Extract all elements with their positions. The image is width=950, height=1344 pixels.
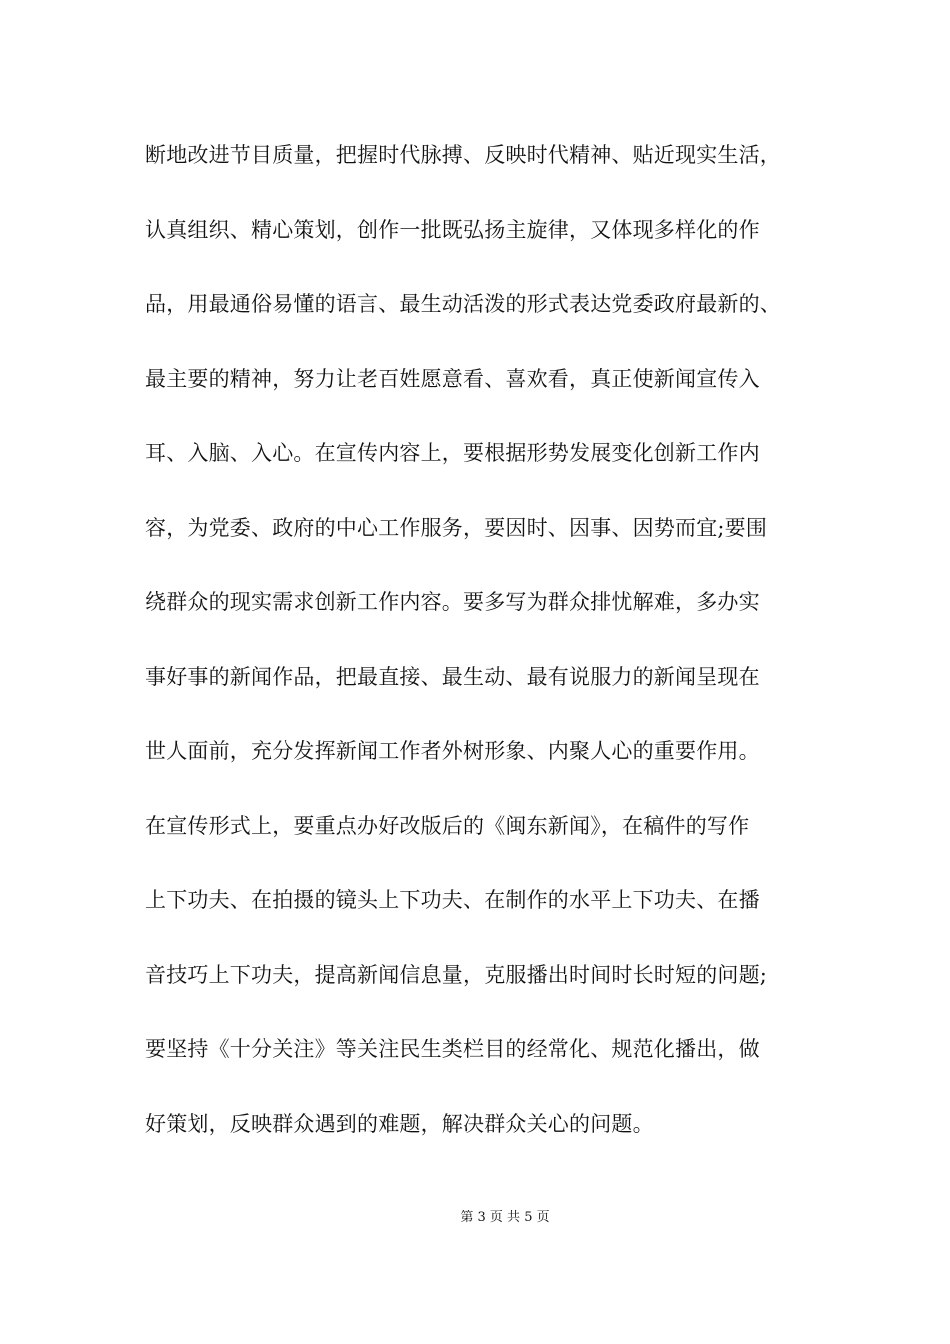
text-line: 世人面前，充分发挥新闻工作者外树形象、内聚人心的重要作用。 [145, 739, 760, 763]
text-line: 品，用最通俗易懂的语言、最生动活泼的形式表达党委政府最新的、 [145, 292, 781, 316]
text-line: 断地改进节目质量，把握时代脉搏、反映时代精神、贴近现实生活， [145, 143, 781, 167]
text-line: 耳、入脑、入心。在宣传内容上，要根据形势发展变化创新工作内 [145, 441, 760, 465]
body-text [145, 134, 835, 1177]
text-line: 容，为党委、政府的中心工作服务，要因时、因事、因势而宜;要围 [145, 515, 768, 540]
text-line: 要坚持《十分关注》等关注民生类栏目的经常化、规范化播出，做 [145, 1037, 760, 1061]
text-line: 事好事的新闻作品，把最直接、最生动、最有说服力的新闻呈现在 [145, 664, 760, 689]
text-line: 认真组织、精心策划，创作一批既弘扬主旋律，又体现多样化的作 [145, 217, 760, 242]
page-number-footer: 第 3 页 共 5 页 [460, 1210, 550, 1225]
text-line: 绕群众的现实需求创新工作内容。要多写为群众排忧解难，多办实 [145, 590, 760, 614]
text-line: 上下功夫、在拍摄的镜头上下功夫、在制作的水平上下功夫、在播 [145, 888, 760, 912]
text-line: 音技巧上下功夫，提高新闻信息量，克服播出时间时长时短的问题; [145, 962, 768, 987]
text-line: 好策划，反映群众遇到的难题，解决群众关心的问题。 [145, 1111, 654, 1136]
text-line: 在宣传形式上，要重点办好改版后的《闽东新闻》，在稿件的写作 [145, 813, 750, 838]
text-line: 最主要的精神，努力让老百姓愿意看、喜欢看，真正使新闻宣传入 [145, 366, 760, 391]
